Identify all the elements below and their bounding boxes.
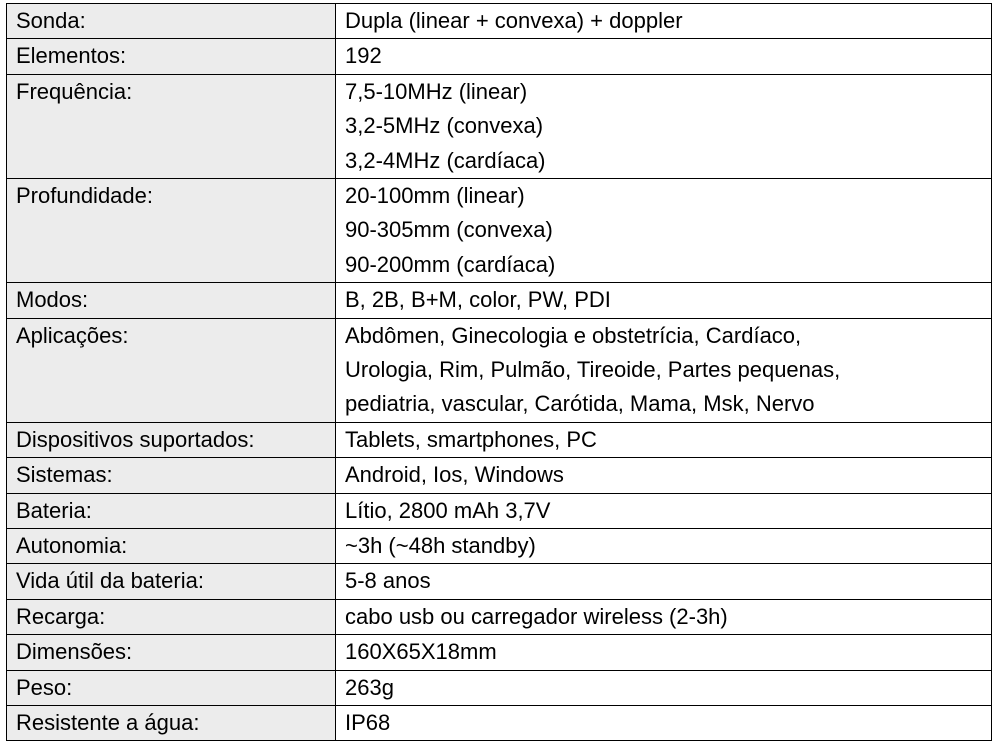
table-row [7, 670, 992, 705]
table-row [7, 564, 992, 599]
value-line: cabo usb ou carregador wireless (2-3h) [345, 603, 728, 629]
table-row [7, 493, 992, 528]
value-line: 7,5-10MHz (linear) [345, 78, 528, 104]
spec-label: Dimensões: [7, 635, 336, 670]
table-row [7, 318, 992, 422]
value-line: Tablets, smartphones, PC [345, 426, 597, 452]
table-row [7, 599, 992, 634]
spec-table [6, 3, 992, 741]
spec-label: Bateria: [7, 493, 336, 528]
value-line: 3,2-4MHz (cardíaca) [345, 147, 546, 173]
spec-label: Vida útil da bateria: [7, 564, 336, 599]
value-line: 3,2-5MHz (convexa) [345, 113, 544, 139]
spec-label: Resistente a água: [7, 705, 336, 740]
table-row [7, 178, 992, 282]
table-row [7, 422, 992, 457]
spec-label: Sonda: [7, 4, 336, 39]
spec-value [336, 422, 992, 457]
spec-label: Elementos: [7, 39, 336, 74]
value-line: Urologia, Rim, Pulmão, Tireoide, Partes pequenas, [345, 356, 841, 382]
spec-label: Aplicações: [7, 318, 336, 422]
spec-value [336, 4, 992, 39]
table-row [7, 283, 992, 318]
spec-label: Peso: [7, 670, 336, 705]
value-line: 192 [345, 43, 382, 69]
value-line: B, 2B, B+M, color, PW, PDI [345, 287, 611, 313]
value-line: pediatria, vascular, Carótida, Mama, Msk, Nervo [345, 391, 815, 417]
value-line: Android, Ios, Windows [345, 462, 564, 488]
spec-value [336, 318, 992, 422]
spec-label: Recarga: [7, 599, 336, 634]
spec-value [336, 599, 992, 634]
spec-value [336, 458, 992, 493]
spec-value [336, 283, 992, 318]
spec-value [336, 74, 992, 178]
spec-value [336, 670, 992, 705]
table-row [7, 705, 992, 740]
value-line: ~3h (~48h standby) [345, 532, 536, 558]
spec-label: Sistemas: [7, 458, 336, 493]
table-row [7, 39, 992, 74]
value-line: 90-305mm (convexa) [345, 217, 553, 243]
spec-value [336, 528, 992, 563]
value-line: 90-200mm (cardíaca) [345, 251, 556, 277]
table-row [7, 528, 992, 563]
value-line: 160X65X18mm [345, 639, 497, 665]
spec-value [336, 39, 992, 74]
table-row [7, 458, 992, 493]
spec-value [336, 635, 992, 670]
spec-label: Profundidade: [7, 178, 336, 282]
value-line: 263g [345, 674, 394, 700]
table-row [7, 4, 992, 39]
value-line: 20-100mm (linear) [345, 182, 525, 208]
value-line: Abdômen, Ginecologia e obstetrícia, Cardíaco, [345, 322, 802, 348]
spec-label: Autonomia: [7, 528, 336, 563]
table-row [7, 635, 992, 670]
value-line: Lítio, 2800 mAh 3,7V [345, 497, 551, 523]
value-line: IP68 [345, 709, 391, 735]
spec-value [336, 493, 992, 528]
value-line: Dupla (linear + convexa) + doppler [345, 8, 683, 33]
table-row [7, 74, 992, 178]
spec-value [336, 705, 992, 740]
spec-value [336, 178, 992, 282]
spec-label: Frequência: [7, 74, 336, 178]
spec-value [336, 564, 992, 599]
value-line: 5-8 anos [345, 568, 431, 594]
spec-label: Modos: [7, 283, 336, 318]
spec-label: Dispositivos suportados: [7, 422, 336, 457]
